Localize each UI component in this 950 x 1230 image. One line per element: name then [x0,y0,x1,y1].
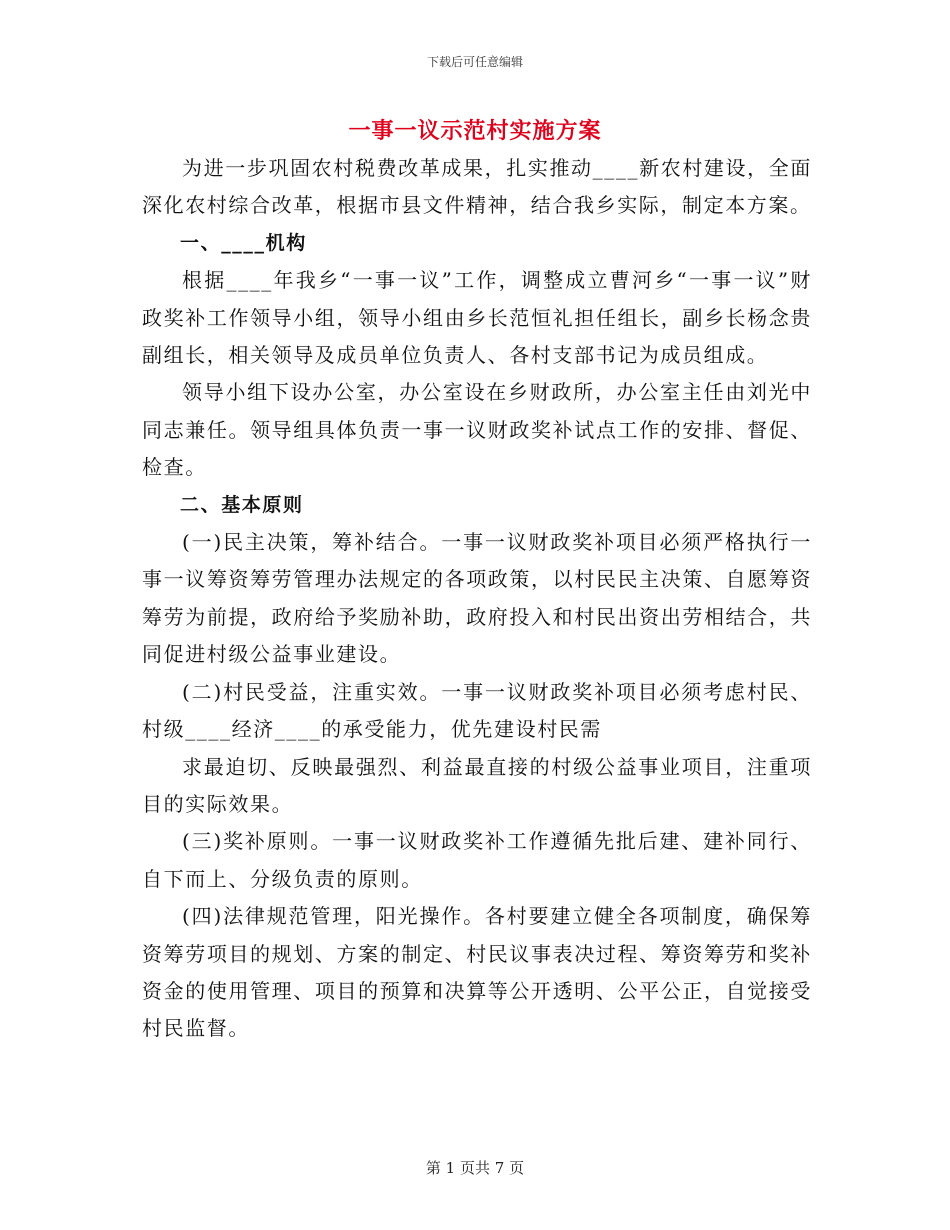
intro-paragraph: 为进一步巩固农村税费改革成果，扎实推动____新农村建设，全面深化农村综合改革，根据市县文件精神，结合我乡实际，制定本方案。 [142,156,812,218]
document-body [142,150,812,1048]
section-heading-organization: 一、____机构 [180,231,307,254]
principle-1-paragraph: (一)民主决策，筹补结合。一事一议财政奖补项目必须严格执行一事一议筹资筹劳管理办法规定的各项政策，以村民民主决策、自愿筹资筹劳为前提，政府给予奖励补助，政府投入和村民出资出劳相结合，共同促进村级公益事业建设。 [142,530,812,667]
principle-3-paragraph: (三)奖补原则。一事一议财政奖补工作遵循先批后建、建补同行、自下而上、分级负责的原则。 [142,829,812,891]
paragraph-office: 领导小组下设办公室，办公室设在乡财政所，办公室主任由刘光中同志兼任。领导组具体负责一事一议财政奖补试点工作的安排、督促、检查。 [142,380,812,480]
principle-4-paragraph: (四)法律规范管理，阳光操作。各村要建立健全各项制度，确保筹资筹劳项目的规划、方案的制定、村民议事表决过程、筹资筹劳和奖补资金的使用管理、项目的预算和决算等公开透明、公平公正，自觉接受村民监督。 [142,904,812,1041]
principle-2-continuation: 求最迫切、反映最强烈、利益最直接的村级公益事业项目，注重项目的实际效果。 [142,754,812,816]
principle-2-paragraph: (二)村民受益，注重实效。一事一议财政奖补项目必须考虑村民、村级____经济____的承受能力，优先建设村民需 [142,679,812,742]
section-heading-principles: 二、基本原则 [180,493,304,516]
page-number-footer: 第 1 页共 7 页 [425,1159,525,1177]
paragraph-organization: 根据____年我乡“一事一议”工作，调整成立曹河乡“一事一议”财政奖补工作领导小组，领导小组由乡长范恒礼担任组长，副乡长杨念贵副组长，相关领导及成员单位负责人、各村支部书记为成员组成。 [142,268,812,368]
page-header-note: 下载后可任意编辑 [426,55,523,69]
document-title: 一事一议示范村实施方案 [348,119,602,144]
